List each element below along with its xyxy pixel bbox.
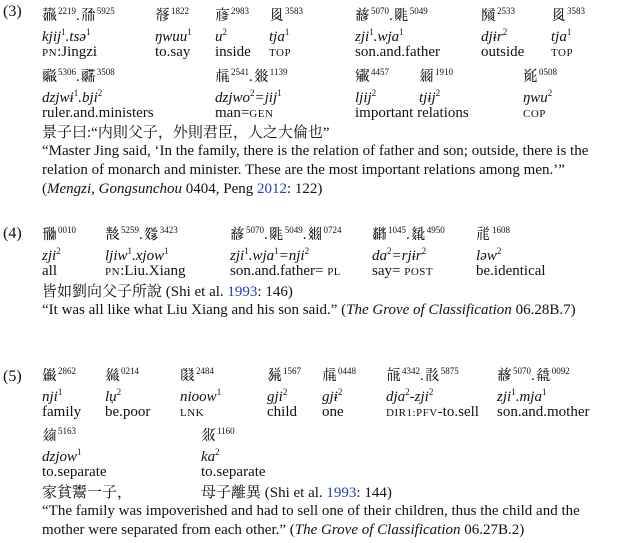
character-index: 5070 <box>246 225 265 235</box>
gloss-word <box>180 361 221 422</box>
gloss <box>42 261 76 281</box>
character-index: 3423 <box>159 225 178 235</box>
tangut-glyph: 𗗙 <box>80 8 97 24</box>
character-index: 4457 <box>371 67 390 77</box>
gloss-part: PL <box>327 266 342 278</box>
gloss-word <box>230 220 342 281</box>
gloss-part: ruler.and.ministers <box>42 105 154 121</box>
tangut-glyph: 𗭍 <box>386 368 403 384</box>
tangut-glyph: 𘉏 <box>268 227 285 243</box>
gloss-word <box>105 220 185 281</box>
tangut-glyph: 𘉏 <box>393 8 410 24</box>
tone-mark: 1 <box>187 27 192 37</box>
tangut-glyph: 𘍞 <box>523 69 540 85</box>
tangut-glyph: 𗍫 <box>322 368 339 384</box>
chinese-source-text: 母子離異 (Shi et al. 1993: 144) <box>201 485 392 501</box>
gloss <box>105 261 185 281</box>
transcription: ljiw$^1$.xjow$^1$ <box>105 246 169 264</box>
gloss-word <box>386 361 479 422</box>
tone-mark: 2 <box>250 88 255 98</box>
tangut-characters <box>269 1 303 22</box>
transcription: gji$^2$ <box>267 387 288 405</box>
transcription: tjɨj$^2$ <box>419 88 441 106</box>
transcription: zji$^1$.wja$^1$=nji$^2$ <box>230 246 310 264</box>
translation: “Master Jing said, ‘In the family, there is the relation of father and son; outside, there is the relation of monarch and minister. These are the most important relations among men.’” (Mengzi, Gongsunchou 0404, Peng 2012: 122) <box>42 143 589 197</box>
tangut-glyph: 𗒘 <box>230 227 247 243</box>
transcription: nioow$^1$ <box>180 387 222 405</box>
gloss-row <box>0 361 623 423</box>
gloss-part: -to.sell <box>437 404 479 420</box>
gloss-part: all <box>42 263 57 279</box>
gloss-part: be.poor <box>105 404 151 420</box>
tone-mark: 2 <box>547 88 553 98</box>
character-index: 5875 <box>440 366 459 376</box>
gloss-row <box>0 62 623 124</box>
tangut-characters <box>215 1 251 22</box>
gloss <box>180 402 221 422</box>
tone-mark: 1 <box>284 27 290 37</box>
gloss-part: one <box>322 404 344 420</box>
tone-mark: 2 <box>421 246 427 256</box>
tangut-glyph: 𗾞 <box>307 227 324 243</box>
transcription: kjij$^1$.tsə$^1$ <box>42 27 91 45</box>
gloss-word <box>419 62 453 123</box>
gloss <box>419 103 453 123</box>
citation-year-link[interactable]: 1993 <box>326 485 357 501</box>
transcription: zji$^2$ <box>42 246 61 264</box>
tone-mark: 2 <box>116 387 122 397</box>
tangut-glyph: 𗂧 <box>481 8 498 24</box>
tone-mark: 2 <box>496 246 502 256</box>
example-number: (5) <box>3 368 22 385</box>
transcription: dzjow$^1$ <box>42 447 82 465</box>
tangut-glyph: 𗙏 <box>476 227 493 243</box>
gloss-part: man= <box>215 105 250 121</box>
character-index: 2219 <box>58 6 77 16</box>
character-index: 2862 <box>58 366 77 376</box>
tone-mark: 1 <box>511 387 516 397</box>
gloss <box>476 261 546 281</box>
character-index: 1608 <box>492 225 511 235</box>
tone-mark: 2 <box>304 246 310 256</box>
gloss <box>42 462 107 482</box>
character-index: 5070 <box>513 366 532 376</box>
character-index: 5259 <box>121 225 140 235</box>
tone-mark: 2 <box>97 88 103 98</box>
tone-mark: 2 <box>435 88 441 98</box>
character-index: 5163 <box>58 426 77 436</box>
citation-year-link[interactable]: 1993 <box>227 284 258 300</box>
gloss <box>215 42 251 62</box>
transcription: dzjwo$^2$=jij$^1$ <box>215 88 282 106</box>
character-index: 5049 <box>409 6 428 16</box>
gloss-part: be.identical <box>476 263 546 279</box>
tangut-characters <box>155 1 192 22</box>
character-index: 3583 <box>285 6 304 16</box>
tangut-characters: 𘂤$^{1045}$.𘊝$^{4950}$ <box>372 225 445 243</box>
gloss-row <box>0 220 623 282</box>
character-index: 0724 <box>323 225 342 235</box>
tangut-glyph: 𘕕 <box>105 227 122 243</box>
gloss-word <box>523 62 557 123</box>
tone-mark: 1 <box>541 387 547 397</box>
gloss-part: inside <box>215 44 251 60</box>
transcription: dzjwɨ$^1$.bji$^2$ <box>42 88 103 106</box>
tangut-characters: 𗒘$^{5070}$.𘉏$^{5049}$.𗾞$^{0724}$ <box>230 225 342 243</box>
character-index: 2484 <box>196 366 215 376</box>
chinese-source-text: 皆如劉向父子所說 (Shi et al. 1993: 146) <box>42 284 293 300</box>
tangut-glyph: 𘉋 <box>269 8 286 24</box>
gloss-word <box>322 361 356 422</box>
tangut-glyph: 𘊝 <box>410 227 427 243</box>
tangut-glyph: 𗼇 <box>201 428 218 444</box>
gloss-word <box>155 1 192 62</box>
gloss-part: GEN <box>249 108 274 120</box>
character-index: 5070 <box>371 6 390 16</box>
gloss <box>372 261 445 281</box>
character-index: 1139 <box>269 67 288 77</box>
tangut-characters: 𘕕$^{5259}$.𗬓$^{3423}$ <box>105 225 178 243</box>
tangut-glyph: 𘉋 <box>551 8 568 24</box>
tone-mark: 2 <box>405 387 410 397</box>
character-index: 1910 <box>435 67 454 77</box>
tangut-glyph: 𗦁 <box>105 368 122 384</box>
tone-mark: 1 <box>244 246 249 256</box>
transcription: $da^2=rjɨr^2$ <box>372 246 427 264</box>
tone-mark: 1 <box>399 27 404 37</box>
transcription: zji$^1$.wja$^1$ <box>355 27 404 45</box>
character-index: 1567 <box>283 366 302 376</box>
gloss-part: COP <box>523 108 546 120</box>
gloss-word <box>215 1 251 62</box>
transcription: tja$^1$ <box>269 27 290 45</box>
tone-mark: 1 <box>57 387 63 397</box>
gloss-part: to.say <box>155 44 191 60</box>
character-index: 4342 <box>402 366 421 376</box>
tangut-characters <box>481 1 524 22</box>
tangut-glyph: 𗍑 <box>42 227 59 243</box>
gloss-word <box>42 361 81 422</box>
gloss <box>386 402 479 422</box>
tangut-characters: 𗭍$^{4342}$.𘃸$^{5875}$ <box>386 366 459 384</box>
gloss <box>322 402 356 422</box>
tangut-glyph: 𗖻 <box>42 8 59 24</box>
tangut-characters: 𗒘$^{5070}$.𗻠$^{0092}$ <box>497 366 570 384</box>
tangut-characters: 𗍫$^{2541}$.𗾟$^{1139}$ <box>215 67 288 85</box>
gloss-part: child <box>267 404 297 420</box>
gloss <box>215 103 287 123</box>
gloss-word <box>355 1 440 62</box>
gloss <box>355 42 440 62</box>
transcription: $ka^2$ <box>201 447 220 465</box>
tangut-glyph: 𗌚 <box>355 69 372 85</box>
tangut-characters <box>551 1 585 22</box>
character-index: 5049 <box>284 225 303 235</box>
tone-mark: 2 <box>337 387 343 397</box>
gloss-word <box>105 361 150 422</box>
character-index: 5306 <box>58 67 77 77</box>
transcription: ŋwu$^2$ <box>523 88 553 106</box>
character-index: 0214 <box>121 366 140 376</box>
transcription: $u^2$ <box>215 27 227 45</box>
gloss-word <box>42 62 154 123</box>
gloss <box>269 42 303 62</box>
gloss-part: TOP <box>269 47 292 59</box>
citation-year-link[interactable]: 2012 <box>257 181 287 197</box>
example-number: (4) <box>3 225 22 242</box>
gloss-part: family <box>42 404 82 420</box>
transcription: nji$^1$ <box>42 387 63 405</box>
gloss-word <box>497 361 589 422</box>
tangut-glyph: 𘃸 <box>424 368 441 384</box>
gloss-word <box>215 62 287 123</box>
transcription: dja$^2$-zji$^2$ <box>386 387 434 405</box>
gloss-part: outside <box>481 44 525 60</box>
tangut-characters <box>267 361 301 382</box>
gloss-word <box>269 1 303 62</box>
gloss-word <box>42 220 76 281</box>
gloss <box>42 42 115 62</box>
character-index: 0448 <box>338 366 357 376</box>
tone-mark: 1 <box>216 387 222 397</box>
tangut-glyph: 𗉬 <box>267 368 284 384</box>
tangut-glyph: 𗬓 <box>143 227 160 243</box>
gloss-word <box>481 1 524 62</box>
transcription: lụ$^2$ <box>105 387 122 405</box>
gloss-word <box>42 421 107 482</box>
tone-mark: 1 <box>369 27 374 37</box>
character-index: 2983 <box>231 6 250 16</box>
gloss-part: to.separate <box>42 464 107 480</box>
tangut-glyph: 𗍫 <box>215 69 232 85</box>
gloss-word <box>42 1 115 62</box>
gloss-word <box>267 361 301 422</box>
gloss <box>201 462 266 482</box>
tone-mark: 1 <box>77 447 82 457</box>
gloss-part: DIR1:PFV <box>386 407 438 419</box>
gloss-part: say= <box>372 263 405 279</box>
tone-mark: 2 <box>371 88 377 98</box>
example-number: (3) <box>3 3 22 20</box>
tone-mark: 2 <box>56 246 61 256</box>
chinese-source-text: 景子曰:“内則父子，外則君臣，人之大倫也” <box>42 125 330 141</box>
character-index: 3508 <box>96 67 115 77</box>
character-index: 0508 <box>539 67 558 77</box>
character-index: 1822 <box>171 6 190 16</box>
tone-mark: 2 <box>387 246 392 256</box>
tangut-glyph: 𗒘 <box>497 368 514 384</box>
transcription: gjɨ$^2$ <box>322 387 343 405</box>
tone-mark: 1 <box>61 27 66 37</box>
gloss <box>105 402 150 422</box>
gloss <box>155 42 192 62</box>
tangut-characters <box>322 361 356 382</box>
gloss <box>523 103 557 123</box>
gloss-part: POST <box>404 266 434 278</box>
tone-mark: 2 <box>215 447 220 457</box>
gloss-part: son.and.mother <box>497 404 590 420</box>
tangut-glyph: 𗾟 <box>253 69 270 85</box>
tangut-glyph: 𗂸 <box>180 368 197 384</box>
gloss-word <box>372 220 445 281</box>
tone-mark: 1 <box>274 246 279 256</box>
transcription: tja$^1$ <box>551 27 572 45</box>
tangut-characters <box>419 62 453 83</box>
gloss-part: son.and.father= <box>230 263 328 279</box>
tangut-characters <box>42 220 76 241</box>
tangut-characters <box>523 62 557 83</box>
character-index: 3583 <box>567 6 586 16</box>
gloss-part: important relations <box>355 105 469 121</box>
transcription: ljij$^2$ <box>355 88 377 106</box>
gloss-word <box>201 421 266 482</box>
tangut-glyph: 𗒘 <box>355 8 372 24</box>
character-index: 1045 <box>388 225 407 235</box>
tone-mark: 1 <box>566 27 572 37</box>
tangut-glyph: 𘓺 <box>42 69 59 85</box>
tangut-characters <box>201 421 266 442</box>
gloss-part: :Liu.Xiang <box>120 263 186 279</box>
transcription: ŋwuu$^1$ <box>155 27 192 45</box>
tone-mark: 1 <box>86 27 91 37</box>
tone-mark: 1 <box>127 246 133 256</box>
tangut-characters <box>105 361 150 382</box>
tangut-characters <box>180 361 221 382</box>
transcription: ləw$^2$ <box>476 246 502 264</box>
character-index: 0010 <box>58 225 77 235</box>
character-index: 2541 <box>231 67 250 77</box>
tangut-glyph: 𗥃 <box>419 69 436 85</box>
gloss-part: :Jingzi <box>57 44 98 60</box>
tangut-characters: 𗒘$^{5070}$.𘉏$^{5049}$ <box>355 6 428 24</box>
tangut-glyph: 𗻠 <box>535 368 552 384</box>
gloss <box>551 42 585 62</box>
chinese-source-text: 家貧鬻一子， <box>42 485 133 501</box>
tangut-glyph: 𗦻 <box>42 428 59 444</box>
tangut-characters <box>42 361 81 382</box>
gloss-part: son.and.father <box>355 44 440 60</box>
gloss <box>230 261 342 281</box>
transcription: djɨr$^2$ <box>481 27 508 45</box>
tangut-glyph: 𘃡 <box>155 8 172 24</box>
tangut-characters: 𗖻$^{2219}$.𗗙$^{5925}$ <box>42 6 115 24</box>
gloss-row <box>0 1 623 63</box>
gloss-row <box>0 421 623 483</box>
character-index: 1160 <box>217 426 235 436</box>
translation: “The family was impoverished and had to sell one of their children, thus the child and the mother were separated from each other.” (The Grove of Classification 06.27B.2) <box>42 503 580 538</box>
gloss-word <box>551 1 585 62</box>
tangut-glyph: 𘂤 <box>372 227 389 243</box>
transcription: zji$^1$.mja$^1$ <box>497 387 547 405</box>
character-index: 4950 <box>426 225 445 235</box>
gloss-part: TOP <box>551 47 574 59</box>
tangut-characters: 𘓺$^{5306}$.𘓷$^{3508}$ <box>42 67 115 85</box>
tangut-characters <box>42 421 107 442</box>
tone-mark: 2 <box>502 27 508 37</box>
gloss <box>267 402 301 422</box>
gloss-part: LNK <box>180 407 205 419</box>
translation: “It was all like what Liu Xiang and his son said.” (The Grove of Classification 06.28B.7) <box>42 302 576 318</box>
tone-mark: 1 <box>164 246 169 256</box>
gloss <box>42 103 154 123</box>
tone-mark: 2 <box>222 27 227 37</box>
gloss-part: PN <box>42 47 58 59</box>
gloss-part: to.separate <box>201 464 266 480</box>
tone-mark: 1 <box>277 88 282 98</box>
gloss-part: PN <box>105 266 121 278</box>
character-index: 2533 <box>497 6 516 16</box>
gloss <box>497 402 589 422</box>
gloss <box>42 402 81 422</box>
character-index: 5925 <box>96 6 115 16</box>
tangut-glyph: 𗇋 <box>215 8 232 24</box>
character-index: 0092 <box>551 366 570 376</box>
tone-mark: 2 <box>428 387 434 397</box>
tangut-glyph: 𗏹 <box>42 368 59 384</box>
tangut-glyph: 𘓷 <box>80 69 97 85</box>
gloss-word <box>476 220 546 281</box>
tone-mark: 2 <box>282 387 288 397</box>
tone-mark: 1 <box>73 88 79 98</box>
tangut-characters <box>476 220 546 241</box>
gloss <box>481 42 524 62</box>
